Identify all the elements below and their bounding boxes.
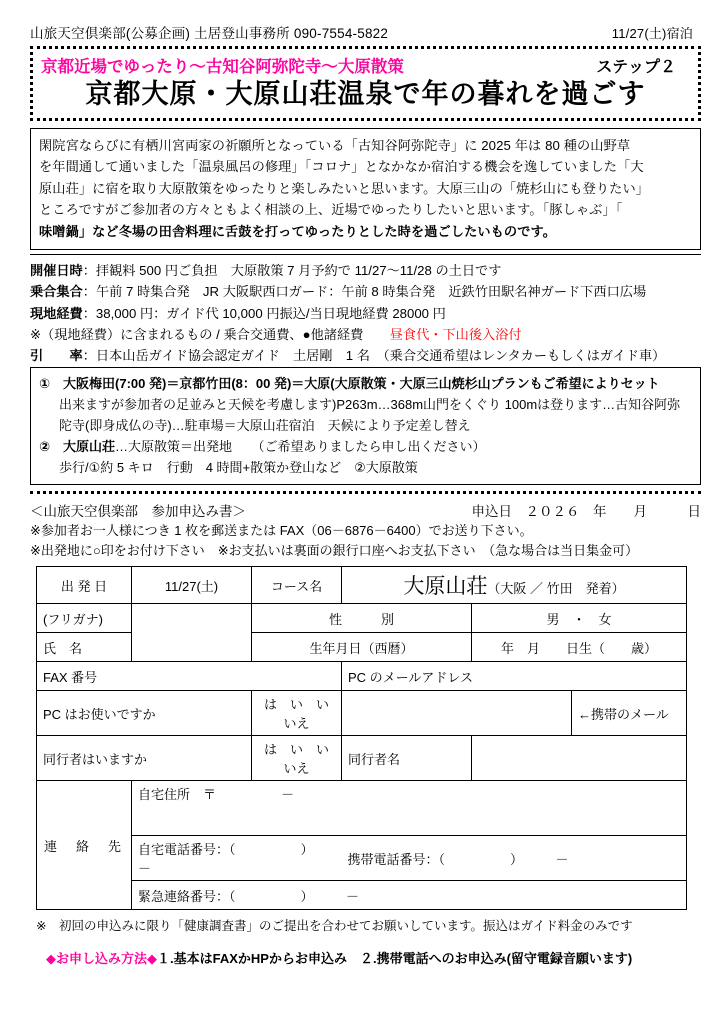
name-input-cell[interactable] <box>132 604 252 662</box>
info-meet-row <box>30 281 701 302</box>
itinerary-item-1-line-1 <box>39 373 692 394</box>
pc-use-label: PC はお使いですか <box>37 691 252 736</box>
emergency-tel-label[interactable]: 緊急連絡番号：（ ） － <box>132 881 687 910</box>
itinerary-item-2-text: …大原散策＝出発地 （ご希望ありましたら申し出ください） <box>115 438 486 454</box>
birthdate-value[interactable]: 年 月 日生（ 歳） <box>472 633 687 662</box>
mobile-tel-label[interactable]: 携帯電話番号：（ ） － <box>342 836 687 881</box>
table-row <box>37 736 687 781</box>
application-heading: ＜山旅天空倶楽部 参加申込み書＞ <box>30 504 246 520</box>
header-office-info: 山旅天空倶楽部(公募企画) 土居登山事務所 090-7554-5822 <box>30 26 389 41</box>
course-name-value: 大原山荘 <box>403 575 488 599</box>
info-cost-note-red: 昼食代・下山後入浴付 <box>389 327 522 343</box>
intro-line-4: ところですがご参加者の方々ともよく相談の上、近場でゆったりしたいと思います。「豚しゃぶ」「 <box>39 202 623 218</box>
table-row <box>37 691 687 736</box>
info-guide-row <box>30 345 701 366</box>
table-row <box>37 662 687 691</box>
fax-label[interactable]: FAX 番号 <box>37 662 342 691</box>
departure-date-value: 11/27(土) <box>132 567 252 604</box>
info-cost-note-row <box>30 324 701 345</box>
furigana-label: (フリガナ) <box>37 604 132 633</box>
companion-label: 同行者はいますか <box>37 736 252 781</box>
info-cost-label: 現地経費 <box>30 305 83 321</box>
course-name-label: コース名 <box>252 567 342 604</box>
intro-line-2: を年間通して通いました「温泉風呂の修理」「コロナ」となかなか宿泊する機会を逸していました「大 <box>39 159 644 175</box>
itinerary-item-2-place: 大原山荘 <box>63 438 116 454</box>
home-tel-label[interactable]: 自宅電話番号：（ ） － <box>132 836 342 881</box>
gender-label: 性 別 <box>252 604 472 633</box>
name-label: 氏 名 <box>37 633 132 662</box>
section-divider <box>30 491 701 494</box>
itinerary-item-1-line-2: 出来ますが参加者の足並みと天候を考慮します)P263m…368m山門をくぐり 100mは登ります…古知谷阿弥 <box>59 396 681 412</box>
document-header <box>0 0 723 44</box>
table-row <box>37 881 687 910</box>
info-date-label: 開催日時 <box>30 262 83 278</box>
title-step-label: ステップ２ <box>596 58 676 76</box>
title-box <box>30 46 701 121</box>
info-meet-value: ：午前 7 時集合発 JR 大阪駅西口ガード：午前 8 時集合発 近鉄竹田駅名神ガード下西口広場 <box>82 284 647 300</box>
companion-name-input[interactable] <box>472 736 687 781</box>
application-form-table <box>36 566 687 910</box>
application-note-1: ※参加者お一人様につき 1 枚を郵送または FAX（06－6876－6400）でお送り下さい。 <box>30 523 533 539</box>
companion-yesno[interactable]: は い いいえ <box>252 736 342 781</box>
itinerary-item-2-line-1 <box>39 436 692 457</box>
contact-label: 連 絡 先 <box>37 781 132 910</box>
info-date-value: ：拝観料 500 円ご負担 大原散策 7 月予約で 11/27～11/28 の土日です <box>82 262 502 278</box>
diamond-icon-right: ◆ <box>147 951 158 967</box>
mobile-mail-label: ←携帯のメール <box>572 691 687 736</box>
itinerary-item-2-line-2: 歩行/①約 5 キロ 行動 4 時間+散策か登山など ②大原散策 <box>59 459 418 475</box>
footer-note: ※ 初回の申込みに限り「健康調査書」のご提出を合わせてお願いしています。振込はガイド料金のみです <box>36 919 633 934</box>
itinerary-box <box>30 368 701 485</box>
info-cost-note-black: ※（現地経費）に含まれるもの / 乗合交通費、●他諸経費 <box>30 327 390 343</box>
course-name-cell <box>342 567 687 604</box>
mobile-mail-input[interactable] <box>342 691 572 736</box>
info-guide-label: 引 率 <box>30 348 83 364</box>
application-date-label: 申込日 ２０２６ 年 月 日 <box>471 504 701 520</box>
application-note-2: ※出発地に○印をお付け下さい ※お支払いは裏面の銀行口座へお支払下さい （急な場合は当日集金可） <box>30 542 639 558</box>
intro-line-3: 原山荘」に宿を取り大原散策をゆったりと楽しみたいと思います。大原三山の「焼杉山にも登りたい」 <box>39 180 650 196</box>
info-date-row <box>30 260 701 281</box>
title-subtitle: 京都近場でゆったり～古知谷阿弥陀寺～大原散策 <box>41 58 404 76</box>
companion-name-label: 同行者名 <box>342 736 472 781</box>
info-cost-row <box>30 303 701 324</box>
table-row <box>37 836 687 881</box>
page-title: 京都大原・大原山荘温泉で年の暮れを過ごす <box>85 79 646 109</box>
itinerary-item-2-number: ② <box>39 438 51 454</box>
howto-text: １.基本はFAXかHPからお申込み ２.携帯電話へのお申込み(留守電録音願います) <box>157 951 633 967</box>
table-row <box>37 567 687 604</box>
info-divider-top <box>30 254 701 255</box>
course-name-sub: （大阪 ／ 竹田 発着） <box>487 581 625 597</box>
intro-paragraph <box>30 128 701 250</box>
title-row-top <box>41 53 690 77</box>
info-cost-value: ：38,000 円：ガイド代 10,000 円振込/当日現地経費 28000 円 <box>82 305 446 321</box>
info-meet-label: 乗合集合 <box>30 284 83 300</box>
application-heading-row <box>30 500 701 520</box>
itinerary-item-1-text: 大阪梅田(7:00 発)＝京都竹田(8：00 発)＝大原(大原散策・大原三山焼杉山プランもご希望によりセット <box>63 375 660 391</box>
pc-use-yesno[interactable]: は い いいえ <box>252 691 342 736</box>
itinerary-item-1-line-3: 陀寺(即身成仏の寺)…駐車場＝大原山荘宿泊 天候により予定差し替え <box>59 417 471 433</box>
howto-row <box>46 948 701 967</box>
info-block <box>30 260 701 367</box>
home-address-label[interactable]: 自宅住所 〒 － <box>132 781 687 836</box>
info-guide-value: ：日本山岳ガイド協会認定ガイド 土居剛 1 名 （乗合交通希望はレンタカーもしくはガイド車） <box>82 348 666 364</box>
table-row <box>37 604 687 633</box>
diamond-icon-left: ◆ <box>46 951 56 967</box>
gender-value[interactable]: 男 ・ 女 <box>472 604 687 633</box>
header-stay-date: 11/27(土)宿泊 <box>611 26 693 41</box>
application-notes <box>30 521 701 560</box>
intro-line-5: 味噌鍋」など冬場の田舎料理に舌鼓を打ってゆったりとした時を過ごしたいものです。 <box>39 223 557 239</box>
birthdate-label: 生年月日（西暦） <box>252 633 472 662</box>
intro-line-1: 閑院宮ならびに有栖川宮両家の祈願所となっている「古知谷阿弥陀寺」に 2025 年は 80 種の山野草 <box>39 138 631 154</box>
table-row <box>37 781 687 836</box>
howto-label: お申し込み方法 <box>56 951 148 967</box>
pc-mail-label[interactable]: PC のメールアドレス <box>342 662 687 691</box>
itinerary-item-1-number: ① <box>39 375 51 391</box>
departure-date-label: 出 発 日 <box>37 567 132 604</box>
